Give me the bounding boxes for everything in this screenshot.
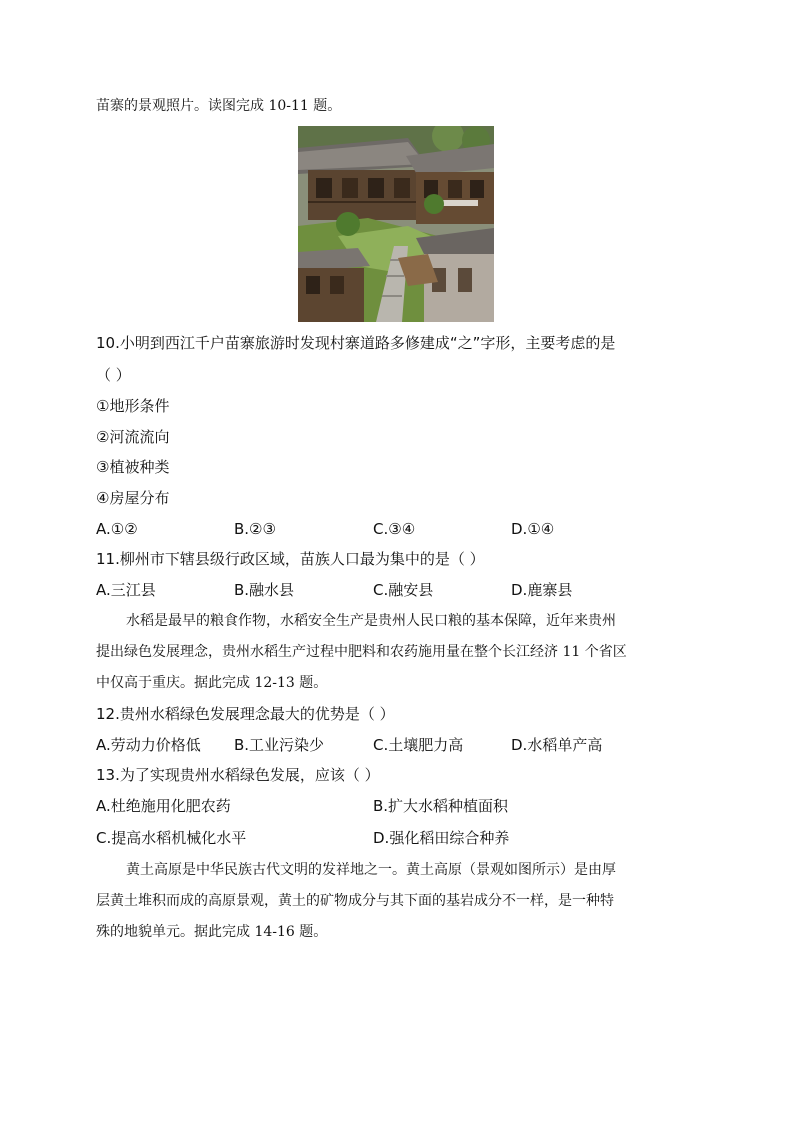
q10-stem: 10.小明到西江千户苗寨旅游时发现村寨道路多修建成“之”字形，主要考虑的是 [96, 334, 616, 352]
rice-passage-line-1: 水稻是最早的粮食作物，水稻安全生产是贵州人民口粮的基本保障，近年来贵州 [126, 613, 616, 629]
q10-option-b[interactable]: B.②③ [234, 520, 276, 538]
q12-stem: 12.贵州水稻绿色发展理念最大的优势是（ ） [96, 705, 395, 723]
q11-option-a[interactable]: A.三江县 [96, 581, 156, 599]
q10-option-c[interactable]: C.③④ [373, 520, 416, 538]
rice-passage-line-3: 中仅高于重庆。据此完成 12-13 题。 [96, 675, 328, 691]
loess-passage-line-1: 黄土高原是中华民族古代文明的发祥地之一。黄土高原（景观如图所示）是由厚 [126, 862, 616, 878]
q11-option-b[interactable]: B.融水县 [234, 581, 295, 599]
q12-option-c[interactable]: C.土壤肥力高 [373, 736, 464, 754]
intro-tail: 苗寨的景观照片。读图完成 10-11 题。 [96, 98, 342, 114]
q12-option-b[interactable]: B.工业污染少 [234, 736, 325, 754]
rice-passage-line-2: 提出绿色发展理念，贵州水稻生产过程中肥料和农药施用量在整个长江经济 11 个省区 [96, 644, 627, 660]
q13-option-c[interactable]: C.提高水稻机械化水平 [96, 829, 247, 847]
q10-item-2: ②河流流向 [96, 428, 170, 446]
loess-passage-line-3: 殊的地貌单元。据此完成 14-16 题。 [96, 924, 328, 940]
q10-paren: （ ） [96, 366, 131, 384]
q12-option-d[interactable]: D.水稻单产高 [511, 736, 603, 754]
q10-item-3: ③植被种类 [96, 458, 170, 476]
q11-option-d[interactable]: D.鹿寨县 [511, 581, 573, 599]
q13-option-d[interactable]: D.强化稻田综合种养 [373, 829, 510, 847]
village-illustration [298, 126, 494, 322]
q10-option-d[interactable]: D.①④ [511, 520, 555, 538]
q11-option-c[interactable]: C.融安县 [373, 581, 434, 599]
q10-item-1: ①地形条件 [96, 397, 170, 415]
q13-option-b[interactable]: B.扩大水稻种植面积 [373, 797, 509, 815]
q10-option-a[interactable]: A.①② [96, 520, 138, 538]
q12-option-a[interactable]: A.劳动力价格低 [96, 736, 201, 754]
q13-option-a[interactable]: A.杜绝施用化肥农药 [96, 797, 231, 815]
q10-item-4: ④房屋分布 [96, 489, 170, 507]
loess-passage-line-2: 层黄土堆积而成的高原景观，黄土的矿物成分与其下面的基岩成分不一样，是一种特 [96, 893, 614, 909]
q11-stem: 11.柳州市下辖县级行政区域，苗族人口最为集中的是（ ） [96, 550, 485, 568]
miao-village-photo [298, 126, 494, 322]
q13-stem: 13.为了实现贵州水稻绿色发展，应该（ ） [96, 766, 380, 784]
